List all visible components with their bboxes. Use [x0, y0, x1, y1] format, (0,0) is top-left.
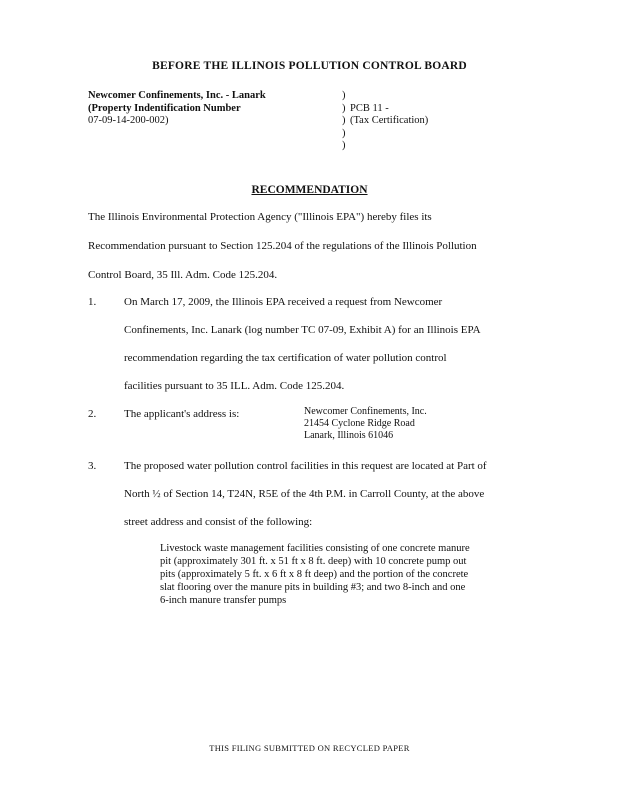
item-number: 1.: [88, 296, 97, 308]
recycled-paper-footer: THIS FILING SUBMITTED ON RECYCLED PAPER: [209, 743, 410, 753]
intro-line: The Illinois Environmental Protection Agency ("Illinois EPA") hereby files its: [88, 211, 432, 223]
address-line: Newcomer Confinements, Inc.: [304, 406, 427, 417]
caption-line: Newcomer Confinements, Inc. - Lanark: [88, 90, 266, 101]
caption-line: [350, 90, 428, 103]
caption-paren: ): [342, 140, 346, 151]
item-line: On March 17, 2009, the Illinois EPA received a request from Newcomer: [124, 296, 443, 308]
intro-line: Control Board, 35 Ill. Adm. Code 125.204.: [88, 269, 278, 281]
description-line: slat flooring over the manure pits in building #3; and two 8-inch and one: [160, 582, 466, 593]
item-line: North ½ of Section 14, T24N, R5E of the 4th P.M. in Carroll County, at the above: [124, 488, 485, 500]
applicant-address: [304, 406, 427, 442]
item-line: Confinements, Inc. Lanark (log number TC 07-09, Exhibit A) for an Illinois EPA: [124, 324, 481, 336]
recommendation-title: RECOMMENDATION: [251, 184, 368, 196]
address-label: The applicant's address is:: [124, 408, 240, 420]
item-number: 3.: [88, 460, 97, 472]
pcb-number: PCB 11 -: [350, 102, 389, 114]
caption-paren: ): [342, 90, 346, 101]
item-line: recommendation regarding the tax certification of water pollution control: [124, 352, 447, 364]
intro-line: Recommendation pursuant to Section 125.204 of the regulations of the Illinois Pollution: [88, 240, 477, 252]
caption-parens: [342, 90, 346, 153]
facilities-description: [160, 542, 470, 607]
case-caption-right: [350, 90, 428, 128]
address-line: 21454 Cyclone Ridge Road: [304, 418, 415, 429]
description-line: 6-inch manure transfer pumps: [160, 595, 287, 606]
caption-line: (Property Indentification Number: [88, 102, 241, 114]
caption-line: 07-09-14-200-002): [88, 115, 169, 126]
description-line: pit (approximately 301 ft. x 51 ft x 8 ft. deep) with 10 concrete pump out: [160, 556, 467, 567]
item-line: The proposed water pollution control facilities in this request are located at Part of: [124, 460, 487, 472]
tax-certification: (Tax Certification): [350, 115, 429, 126]
caption-paren: ): [342, 127, 346, 139]
description-line: pits (approximately 5 ft. x 6 ft x 8 ft deep) and the portion of the concrete: [160, 569, 469, 580]
item-line: street address and consist of the following:: [124, 516, 313, 528]
caption-paren: ): [342, 115, 346, 126]
case-caption-left: [88, 90, 266, 128]
description-line: Livestock waste management facilities consisting of one concrete manure: [160, 543, 470, 554]
item-line: facilities pursuant to 35 ILL. Adm. Code 125.204.: [124, 380, 345, 392]
address-line: Lanark, Illinois 61046: [304, 430, 394, 441]
item-number: 2.: [88, 408, 97, 420]
board-header: BEFORE THE ILLINOIS POLLUTION CONTROL BOARD: [152, 60, 467, 72]
caption-paren: ): [342, 102, 346, 114]
